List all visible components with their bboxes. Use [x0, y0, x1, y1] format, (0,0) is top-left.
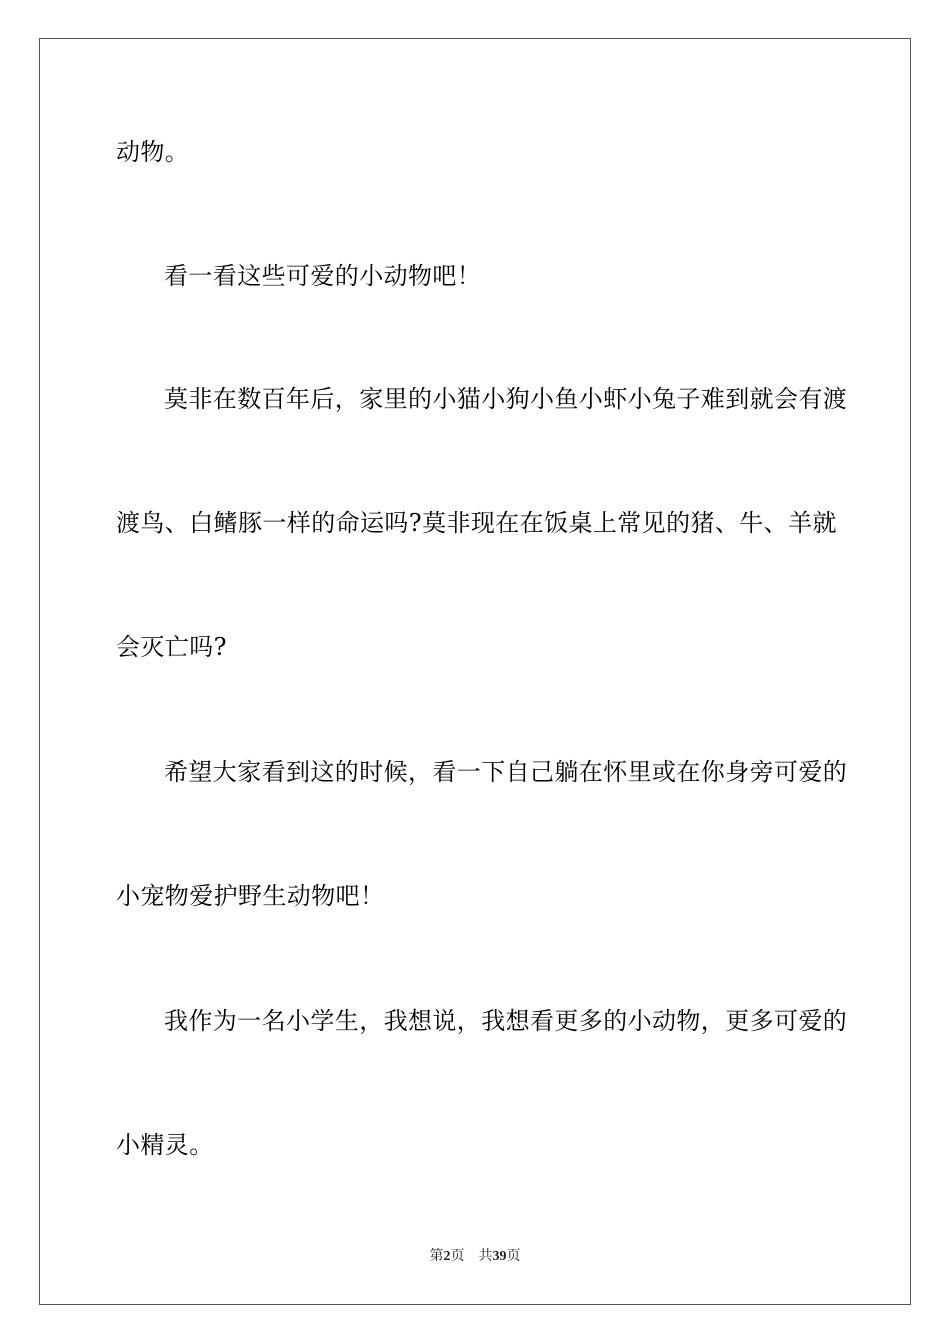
text-line: 莫非在数百年后，家里的小猫小狗小鱼小虾小兔子难到就会有渡 — [164, 385, 848, 413]
text-line: 看一看这些可爱的小动物吧！ — [164, 262, 482, 290]
current-page-number: 2 — [443, 1249, 451, 1264]
text-line: 小精灵。 — [116, 1131, 214, 1159]
page-prefix: 第 — [429, 1249, 444, 1264]
total-page-count: 39 — [492, 1249, 507, 1264]
text-line: 渡鸟、白鳍豚一样的命运吗?莫非现在在饭桌上常见的猪、牛、羊就 — [116, 509, 837, 537]
text-line: 会灭亡吗? — [116, 633, 227, 661]
page-footer — [0, 1248, 950, 1266]
text-line: 希望大家看到这的时候，看一下自己躺在怀里或在你身旁可爱的 — [164, 758, 848, 786]
page-border — [39, 38, 911, 1305]
total-suffix: 页 — [506, 1249, 521, 1264]
page-suffix: 页 — [450, 1249, 465, 1264]
text-line: 动物。 — [116, 138, 190, 166]
text-line: 小宠物爱护野生动物吧！ — [116, 882, 385, 910]
text-line: 我作为一名小学生，我想说，我想看更多的小动物，更多可爱的 — [164, 1007, 848, 1035]
total-prefix: 共 — [478, 1249, 493, 1264]
